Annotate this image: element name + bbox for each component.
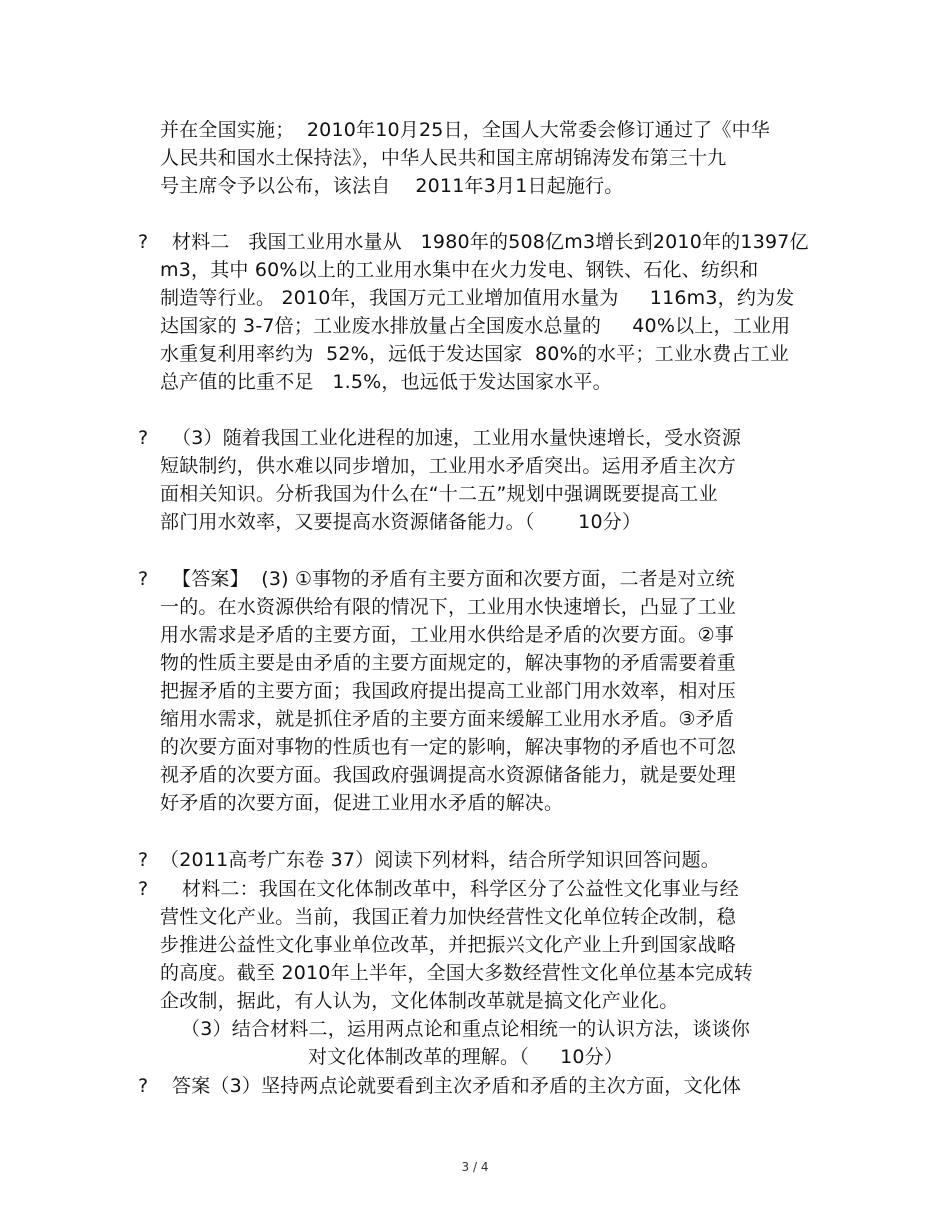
text-line: 人民共和国水土保持法》，中华人民共和国主席胡锦涛发布第三十九 (160, 147, 727, 169)
bullet-marker: ? (138, 568, 149, 590)
page-number: 3 / 4 (461, 1160, 489, 1174)
bullet-marker: ? (138, 1075, 149, 1097)
text-line: 达国家的 3-7倍；工业废水排放量占全国废水总量的 40%以上，工业用 (160, 315, 791, 337)
text-line: 面相关知识。分析我国为什么在“十二五”规划中强调既要提高工业 (160, 483, 718, 505)
bullet-marker: ? (138, 878, 149, 900)
text-line: 【答案】 (3) ①事物的矛盾有主要方面和次要方面，二者是对立统 (172, 568, 735, 590)
text-line: 视矛盾的次要方面。我国政府强调提高水资源储备能力，就是要处理 (160, 764, 737, 786)
text-line: m3，其中 60%以上的工业用水集中在火力发电、钢铁、石化、纺织和 (160, 259, 759, 281)
bullet-marker: ? (138, 231, 149, 253)
text-line: 答案（3）坚持两点论就要看到主次矛盾和矛盾的主次方面，文化体 (172, 1075, 742, 1097)
text-line: 材料二：我国在文化体制改革中，科学区分了公益性文化事业与经 (182, 878, 739, 900)
text-line: （3）结合材料二，运用两点论和重点论相统一的认识方法，谈谈你 (181, 1018, 751, 1040)
text-line: 并在全国实施； 2010年10月25日，全国人大常委会修订通过了《中华 (160, 119, 770, 141)
text-line: 对文化体制改革的理解。（ 10分） (308, 1046, 624, 1068)
text-line: 制造等行业。 2010年，我国万元工业增加值用水量为 116m3，约为发 (160, 287, 795, 309)
text-line: 的高度。截至 2010年上半年，全国大多数经营性文化单位基本完成转 (160, 962, 753, 984)
text-line: 材料二 我国工业用水量从 1980年的508亿m3增长到2010年的1397亿 (172, 231, 809, 253)
text-line: 营性文化产业。当前，我国正着力加快经营性文化单位转企改制，稳 (160, 906, 737, 928)
text-line: 企改制，据此，有人认为，文化体制改革就是搞文化产业化。 (160, 990, 679, 1012)
bullet-marker: ? (138, 427, 149, 449)
text-line: （2011高考广东卷 37）阅读下列材料，结合所学知识回答问题。 (160, 849, 720, 871)
text-line: 步推进公益性文化事业单位改革，并把振兴文化产业上升到国家战略 (160, 934, 737, 956)
bullet-marker: ? (138, 849, 149, 871)
text-line: （3）随着我国工业化进程的加速，工业用水量快速增长，受水资源 (172, 427, 742, 449)
text-line: 总产值的比重不足 1.5%，也远低于发达国家水平。 (160, 371, 612, 393)
text-line: 用水需求是矛盾的主要方面，工业用水供给是矛盾的次要方面。②事 (160, 624, 735, 646)
text-line: 部门用水效率，又要提高水资源储备能力。（ 10分） (160, 511, 642, 533)
text-line: 缩用水需求，就是抓住矛盾的主要方面来缓解工业用水矛盾。③矛盾 (160, 708, 735, 730)
text-line: 号主席令予以公布，该法自 2011年3月1日起施行。 (160, 175, 624, 197)
text-line: 一的。在水资源供给有限的情况下，工业用水快速增长，凸显了工业 (160, 596, 737, 618)
text-line: 物的性质主要是由矛盾的主要方面规定的，解决事物的矛盾需要着重 (160, 652, 737, 674)
text-line: 短缺制约，供水难以同步增加，工业用水矛盾突出。运用矛盾主次方 (160, 455, 737, 477)
text-line: 水重复利用率约为 52%，远低于发达国家 80%的水平；工业水费占工业 (160, 343, 790, 365)
text-line: 把握矛盾的主要方面；我国政府提出提高工业部门用水效率，相对压 (160, 680, 737, 702)
text-line: 的次要方面对事物的性质也有一定的影响，解决事物的矛盾也不可忽 (160, 736, 737, 758)
text-line: 好矛盾的次要方面，促进工业用水矛盾的解决。 (160, 792, 564, 814)
